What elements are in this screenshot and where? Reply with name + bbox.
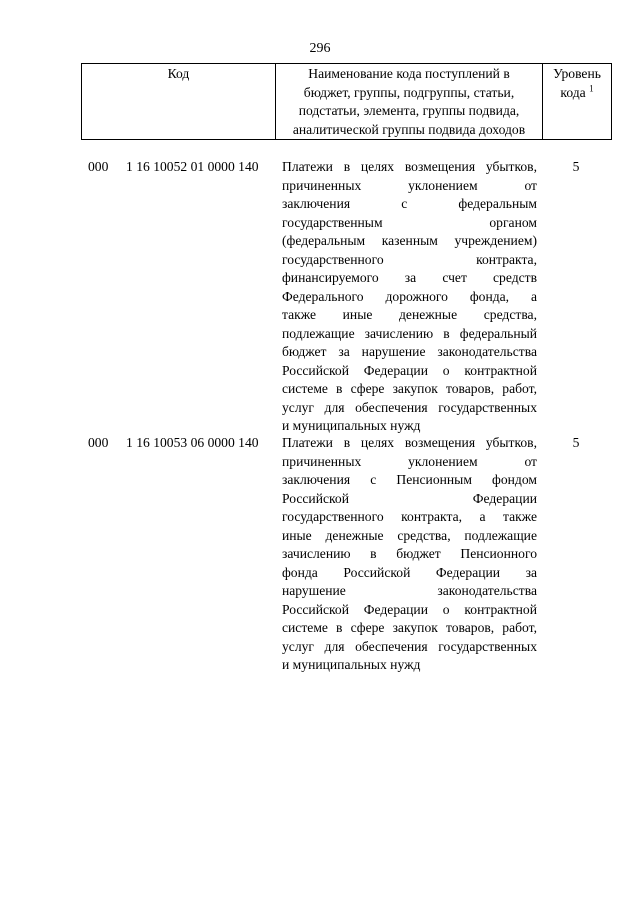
header-name-line: аналитической группы подвида доходов (292, 121, 526, 137)
description-line: государственным органом (282, 214, 537, 230)
header-name-line: бюджет, группы, подгруппы, статьи, (303, 84, 515, 100)
admin-code: 000 (88, 159, 109, 174)
description-line: системе в сфере закупок товаров, работ, (282, 381, 537, 396)
description-line: причиненных уклонением от (282, 177, 537, 193)
page-number: 296 (309, 41, 331, 56)
header-level (543, 64, 612, 140)
description-line: зачислению в бюджет Пенсионного (282, 546, 537, 561)
header-name-line: Наименование кода поступлений в (308, 66, 510, 81)
description-line: подлежащие зачислению в федеральный (282, 325, 537, 341)
description-line: причиненных уклонением от (282, 453, 537, 469)
header-code-label: Код (167, 66, 190, 81)
description-line: Платежи в целях возмещения убытков, (282, 435, 537, 450)
description-line: и муниципальных нужд (282, 657, 421, 672)
description-line: (федеральным казенным учреждением) (282, 233, 537, 248)
code-level: 5 (572, 159, 580, 174)
revenue-description (282, 158, 537, 436)
description-line: Российской Федерации о контрактной (282, 601, 537, 617)
header-level-line: Уровень (553, 66, 601, 81)
description-line: Платежи в целях возмещения убытков, (282, 159, 537, 174)
code-level: 5 (572, 435, 580, 450)
description-line: Российской Федерации о контрактной (282, 362, 537, 378)
description-line: нарушение законодательства (282, 583, 537, 598)
revenue-description (282, 434, 537, 675)
description-line: заключения с федеральным (282, 196, 537, 211)
description-line: фонда Российской Федерации за (282, 564, 537, 580)
header-code (82, 64, 276, 140)
description-line: услуг для обеспечения государственных (282, 399, 537, 415)
header-name-line: подстатьи, элемента, группы подвида, (298, 103, 520, 118)
footnote-marker: 1 (589, 82, 594, 93)
description-line: заключения с Пенсионным фондом (282, 472, 537, 487)
description-line: системе в сфере закупок товаров, работ, (282, 620, 537, 635)
description-line: бюджет за нарушение законодательства (282, 344, 537, 359)
description-line: финансируемого за счет средств (282, 270, 537, 285)
admin-code: 000 (88, 435, 109, 450)
description-line: государственного контракта, (282, 251, 537, 267)
description-line: государственного контракта, а также (282, 509, 537, 524)
table-header (81, 63, 612, 140)
description-line: и муниципальных нужд (282, 418, 421, 433)
description-line: иные денежные средства, подлежащие (282, 527, 537, 543)
description-line: услуг для обеспечения государственных (282, 638, 537, 654)
revenue-code: 1 16 10052 01 0000 140 (126, 159, 259, 174)
revenue-code: 1 16 10053 06 0000 140 (126, 435, 259, 450)
description-line: Российской Федерации (282, 490, 537, 506)
description-line: Федерального дорожного фонда, а (282, 288, 537, 304)
description-line: также иные денежные средства, (282, 307, 537, 322)
header-level-line: кода (560, 84, 586, 100)
header-name (276, 64, 543, 140)
